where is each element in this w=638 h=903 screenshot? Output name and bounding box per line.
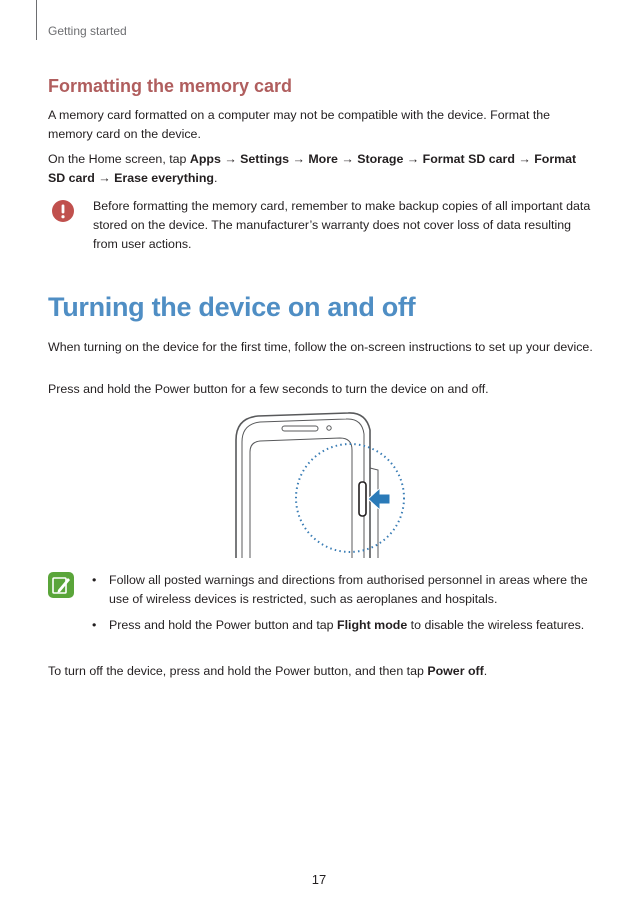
note-restricted-areas: Follow all posted warnings and directions from authorised personnel in areas where the use of wireless devices is restricted, such as aeroplanes and hospitals. <box>109 573 588 606</box>
page-edge-line <box>36 0 37 40</box>
menu-storage: Storage <box>357 152 404 166</box>
list-item <box>92 616 592 635</box>
bullet-mark: • <box>92 618 97 632</box>
menu-format-sd-card-confirm: Format SD card <box>48 152 577 185</box>
turning-heading: Turning the device on and off <box>48 292 416 322</box>
power-off-instruction: To turn off the device, press and hold the Power button, and then tap Power off. <box>48 664 488 678</box>
list-item <box>92 571 592 609</box>
warning-icon <box>52 200 74 222</box>
bullet-mark: • <box>92 573 97 587</box>
turning-intro: When turning on the device for the first time, follow the on-screen instructions to set up your device. <box>48 340 593 354</box>
menu-settings: Settings <box>240 152 290 166</box>
warning-text: Before formatting the memory card, remember to make backup copies of all important data stored on the device. The manufacturer’s warranty does not cover loss of data resulting from user actions. <box>93 199 591 251</box>
menu-power-off: Power off <box>427 664 484 678</box>
menu-more: More <box>308 152 338 166</box>
menu-flight-mode: Flight mode <box>337 618 408 632</box>
formatting-intro: A memory card formatted on a computer may not be compatible with the device. Format the memory card on the device. <box>48 108 551 141</box>
menu-format-sd-card: Format SD card <box>422 152 515 166</box>
arrow-left-icon <box>368 488 390 510</box>
notes-list <box>92 571 592 642</box>
page-number: 17 <box>311 872 327 887</box>
formatting-steps: On the Home screen, tap Apps → Settings → More → Storage → Format SD card → Format SD card → Erase everything. <box>48 152 577 185</box>
note-flight-mode: Press and hold the Power button and tap Flight mode to disable the wireless features. <box>109 618 585 632</box>
power-instruction: Press and hold the Power button for a few seconds to turn the device on and off. <box>48 382 489 396</box>
phone-power-button-illustration <box>228 408 414 558</box>
note-pencil-icon <box>48 572 74 598</box>
formatting-heading: Formatting the memory card <box>48 76 293 96</box>
menu-erase-everything: Erase everything <box>114 171 214 185</box>
section-header: Getting started <box>48 24 127 38</box>
menu-apps: Apps <box>189 152 221 166</box>
